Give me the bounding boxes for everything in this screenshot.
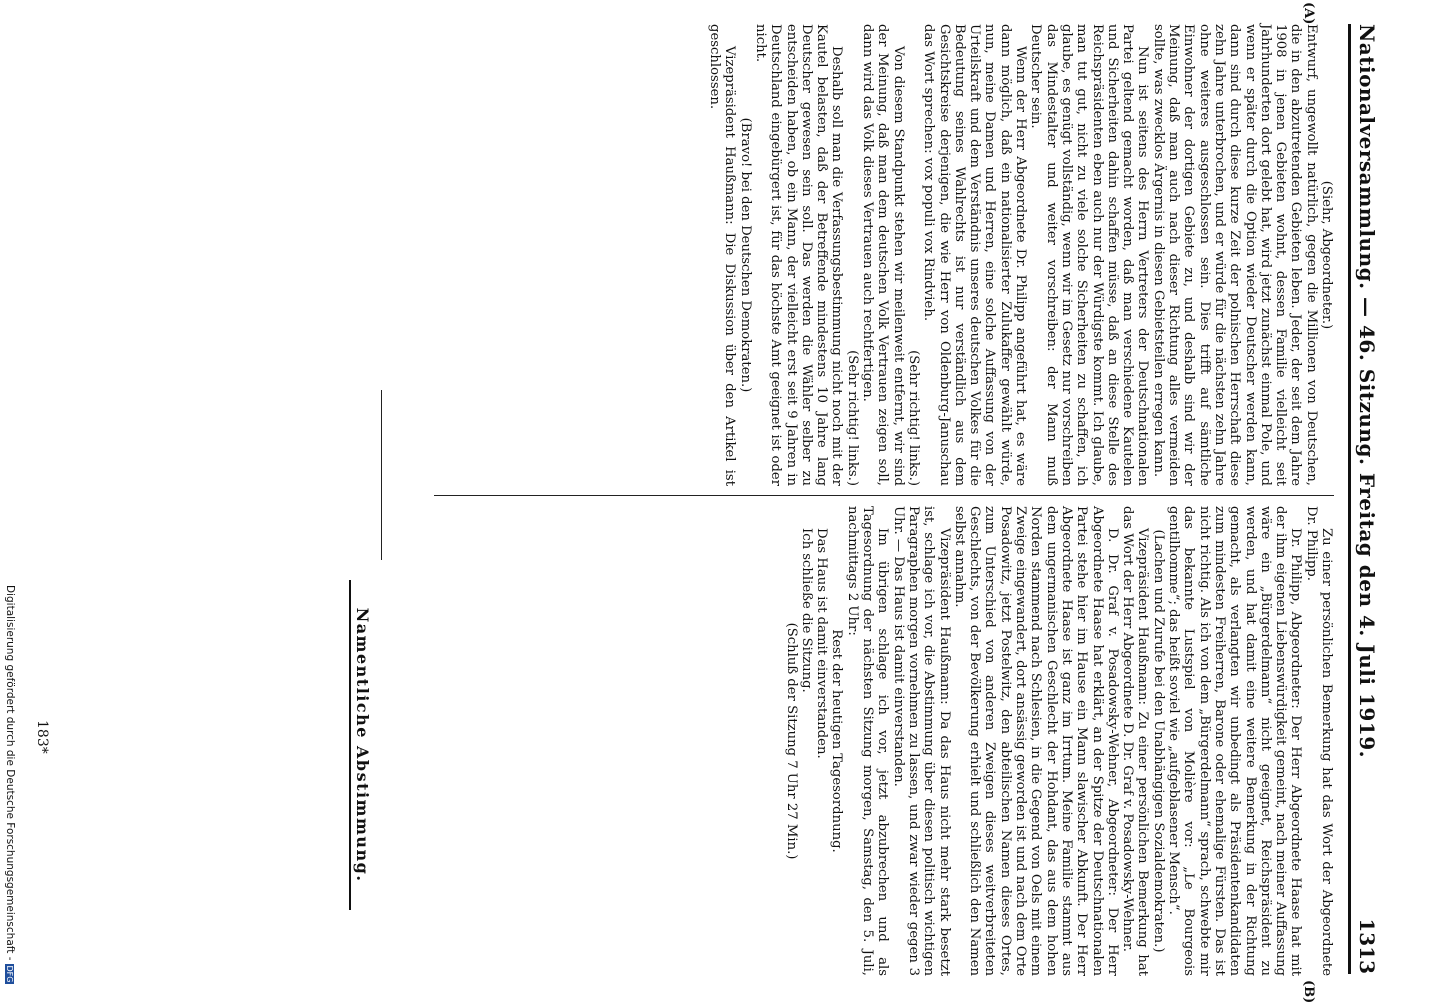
paragraph: Im übrigen schlage ich vor, jetzt abzubrechen und als Tagesordnung der nächsten Sitzung morgen, Samstag, den 5. Juli, nachmittags 2 Uhr: xyxy=(844,506,891,976)
paragraph: (Lachen und Zurufe bei den Unabhängigen Sozialdemokraten.) xyxy=(1150,529,1166,953)
paragraph: (Schluß der Sitzung 7 Uhr 27 Min.) xyxy=(783,622,799,860)
paragraph: (Bravo! bei den Deutschen Demokraten.) xyxy=(737,117,753,393)
paragraph: Zu einer persönlichen Bemerkung hat das Wort der Abgeordnete Dr. Philipp. xyxy=(1303,506,1334,976)
paragraph: Vizepräsident Haußmann: Die Diskussion über den Artikel ist geschlossen. xyxy=(707,24,738,486)
paragraph: Wenn der Herr Abgeordnete Dr. Philipp angeführt hat, es wäre dann möglich, daß ein nationalisierter Zulukaffer gewählt würde, nun, meine Damen und Herren, eine solche Auffassung von der Urteilskraft und dem Verständnis unseres deutschen Volkes für die Bedeutung seines Wahlrechts ist nur verständlich aus dem Gesichtskreise derjenigen, die wie Herr von Oldenburg-Januschau das Wort sprechen: vox populi vox Rindvieh. xyxy=(921,24,1029,486)
paragraph: Entwurf, ungewollt natürlich, gegen die Millionen von Deutschen, die in den abzutretenden Gebieten leben. Jeder, der seit dem Jahre 1908 in jenen Gebieten wohnt, dessen Familie vielleicht seit Jahrhunderten dort gelebt hat, wird jetzt zunächst einmal Pole, und wenn er später durch die Option wieder Deutscher werden kann, dann sind durch diese kurze Zeit der polnischen Herrschaft diese zehn Jahre unterbrochen, und er würde für die nächsten zehn Jahre ohne weiteres ausgeschlossen sein. Dies trifft auf sämtliche Einwohner der dortigen Gebiete zu, und deshalb sind wir der Meinung, daß man auch nach dieser Richtung alles vermeiden sollte, was zwecklos Ärgernis in diesen Gebietsteilen erregen kann. xyxy=(1150,24,1319,486)
paragraph: Ich schließe die Sitzung. xyxy=(798,528,814,693)
paragraph: (Sehr richtig! links.) xyxy=(844,350,860,486)
section-heading: Namentliche Abstimmung. xyxy=(349,580,372,910)
margin-marker-a: (A) xyxy=(1301,2,1316,25)
page-number: 1313 xyxy=(1355,918,1379,974)
page-title: Nationalversammlung. — 46. Sitzung. Freitag den 4. Juli 1919. xyxy=(1355,24,1379,759)
paragraph: (Siehr, Abgeordneter.) xyxy=(1319,180,1334,330)
paragraph: Vizepräsident Haußmann: Zu einer persönlichen Bemerkung hat das Wort der Herr Abgeordnete D. Dr. Graf v. Posadowsky-Wehner. xyxy=(1120,506,1151,976)
paragraph: Das Haus ist damit einverstanden. xyxy=(814,528,830,759)
right-column xyxy=(783,506,1334,976)
paragraph: Von diesem Standpunkt stehen wir meilenweit entfernt, wir sind der Meinung, daß man dem deutschen Volk Vertrauen zeigen soll, dann wird das Volk dieses Vertrauen auch rechtfertigen. xyxy=(860,24,906,486)
digitization-credit xyxy=(2,585,16,995)
end-rule xyxy=(381,390,382,560)
paragraph: Deshalb soll man die Verfassungsbestimmung nicht noch mit der Kautel belasten, daß der Betreffende mindestens 10 Jahre lang Deutscher gewesen sein soll. Das werden die Wähler selber zu entscheiden haben, ob ein Mann, der vielleicht erst seit 9 Jahren in Deutschland eingebürgert ist, für das höchste Amt geeignet ist oder nicht. xyxy=(753,24,845,486)
column-divider xyxy=(434,495,1334,496)
paragraph: Vizepräsident Haußmann: Da das Haus nicht mehr stark besetzt ist, schlage ich vor, die Abstimmung über diesen politisch wichtigen Paragraphen morgen vornehmen zu lassen, und zwar wieder gegen 3 Uhr. — Das Haus ist damit einverstanden. xyxy=(890,506,952,976)
sheet-mark: 183* xyxy=(34,720,50,754)
paragraph: Rest der heutigen Tagesordnung. xyxy=(829,629,845,853)
page-header xyxy=(1348,24,1382,974)
dfg-logo: DFG xyxy=(5,965,15,983)
paragraph: Dr. Philipp, Abgeordneter: Der Herr Abgeordnete Haase hat mit der ihm eigenen Liebenswürdigkeit gemeint, nach meiner Auffassung wäre ein „Bürgerdelmann“ nicht geeignet, Reichspräsident zu werden, und hat damit eine weitere Bemerkung in der Richtung gemacht, als verlangten wir unbedingt als Präsidentenkandidaten zum mindesten Freiherren, Barone oder ehemalige Fürsten. Das ist nicht richtig. Als ich von dem „Bürgerdelmann“ sprach, schwebte mir das bekannte Lustspiel von Molière vor: „Le Bourgeois gentilhomme“; das heißt soviel wie „aufgeblasener Mensch“. xyxy=(1166,506,1304,976)
credit-text: Digitalisierung gefördert durch die Deutsche Forschungsgemeinschaft - xyxy=(4,585,16,961)
paragraph: (Sehr richtig! links.) xyxy=(905,350,921,486)
left-column xyxy=(707,24,1334,486)
margin-marker-b: (B) xyxy=(1301,980,1316,1003)
paragraph: D. Dr. Graf v. Posadowsky-Wehner, Abgeordneter: Der Herr Abgeordnete Haase hat erklärt, an der Spitze der Deutschnationalen Partei stehe hier im Hause ein Mann slawischer Abkunft. Der Herr Abgeordnete Haase ist ganz im Irrtum. Meine Familie stammt aus dem ungermanischen Geschlecht der Hohdant, das aus dem hohen Norden stammend nach Schlesien, in die Gegend von Oels mit einem Zweige eingewandert, dort ansässig geworden ist und nach dem Orte Posadowitz, jetzt Postelwitz, den abteilischen Namen dieses Ortes, zum Unterschied von anderen Zweigen dieses weitverbreiteten Geschlechts, von der Bevölkerung erhielt und schließlich den Namen selbst annahm. xyxy=(951,506,1120,976)
paragraph: Nun ist seitens des Herrn Vertreters der Deutschnationalen Partei geltend gemacht worden, daß man verschiedene Kautelen und Sicherheiten dahin schaffen müsse, daß an diese Stelle des Reichspräsidenten eben auch nur der Würdigste kommt. Ich glaube, man tut gut, nicht zu viele solche Sicherheiten zu schaffen, ich glaube, es genügt vollständig, wenn wir im Gesetz nur vorschreiben das Mindestalter und weiter vorschreiben: der Mann muß Deutscher sein. xyxy=(1028,24,1151,486)
